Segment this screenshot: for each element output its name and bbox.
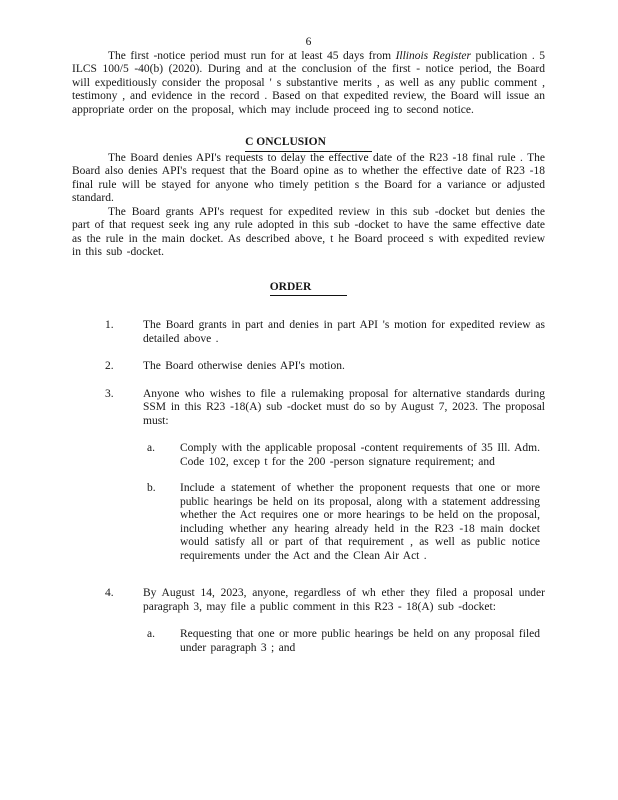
order-item-2-number: 2.: [105, 360, 114, 372]
conclusion-heading-text: C ONCLUSION: [245, 136, 372, 152]
order-item-1-text: The Board grants in part and denies in part API 's motion for expedited review as detailed above .: [143, 319, 545, 345]
order-item-3a: [72, 442, 545, 469]
paragraph-first-notice: [72, 50, 545, 118]
order-item-2: [72, 360, 545, 374]
order-item-1-number: 1.: [105, 319, 114, 331]
order-item-3-number: 3.: [105, 387, 114, 400]
order-heading: [72, 281, 545, 297]
order-item-4a-text: Requesting that one or more public hearings be held on any proposal filed under paragraph 3 ; and: [180, 628, 540, 654]
order-item-1: [72, 319, 545, 346]
order-heading-text: ORDER: [270, 281, 348, 297]
order-item-3a-letter: a.: [147, 442, 155, 454]
paragraph-text: publication . 5 ILCS 100/5 -40(b) (2020). During and at the conclusion of the first - notice period, the Board will expeditiously consider the proposal ' s substantive merits , as well as any public comment , testimony , and evidence in the record . Based on that expedited review, the Board will issue an appropriate order on the proposal, which may include proceed ing to second notice.: [72, 49, 545, 116]
paragraph-board-denies: The Board denies API's requests to delay the effective date of the R23 -18 final rule . The Board also denies API's request that the Board opine as to whether the effective date of R23 -18 final rule will be stayed for anyone who timely petition s the Board for a variance or adjusted standard.: [72, 151, 545, 204]
order-item-3: [72, 388, 545, 429]
illinois-register-citation: Illinois Register: [395, 49, 472, 62]
order-item-4: [72, 587, 545, 614]
paragraph-text: The first -notice period must run for at least 45 days from: [108, 49, 396, 62]
order-item-2-text: The Board otherwise denies API's motion.: [143, 360, 345, 372]
order-item-3b-text: Include a statement of whether the proponent requests that one or more public hearings be held on its proposal, along with a statement addressing whether the Act requires one or more hearings to be held on the proposal, including whether any hearing already held in the R23 -18 main docket would satisfy all or part of that requirement , as well as public notice requirements under the Act and the Clean Air Act .: [180, 482, 540, 562]
order-item-4-number: 4.: [105, 587, 114, 599]
order-item-4a: [72, 628, 545, 655]
order-item-3b-letter: b.: [147, 482, 156, 494]
order-item-3a-text: Comply with the applicable proposal -content requirements of 35 Ill. Adm. Code 102, excep t for the 200 -person signature requirement; and: [180, 442, 540, 468]
order-item-3-text: Anyone who wishes to file a rulemaking proposal for alternative standards during SSM in this R23 -18(A) sub -docket must do so by August 7, 2023. The proposal must:: [143, 387, 545, 427]
order-item-3b: [72, 482, 545, 563]
paragraph-board-grants: The Board grants API's request for expedited review in this sub -docket but denies the part of that request seek ing any rule adopted in this sub -docket to have the same effective date as the rule in the main docket. As described above, t he Board proceed s with expedited review in this sub -docket.: [72, 205, 545, 258]
page-number: 6: [305, 36, 312, 48]
order-item-4a-letter: a.: [147, 628, 155, 640]
order-item-4-text: By August 14, 2023, anyone, regardless of wh ether they filed a proposal under paragraph 3, may file a public comment in this R23 - 18(A) sub -docket:: [143, 587, 545, 613]
conclusion-heading: [72, 136, 545, 152]
